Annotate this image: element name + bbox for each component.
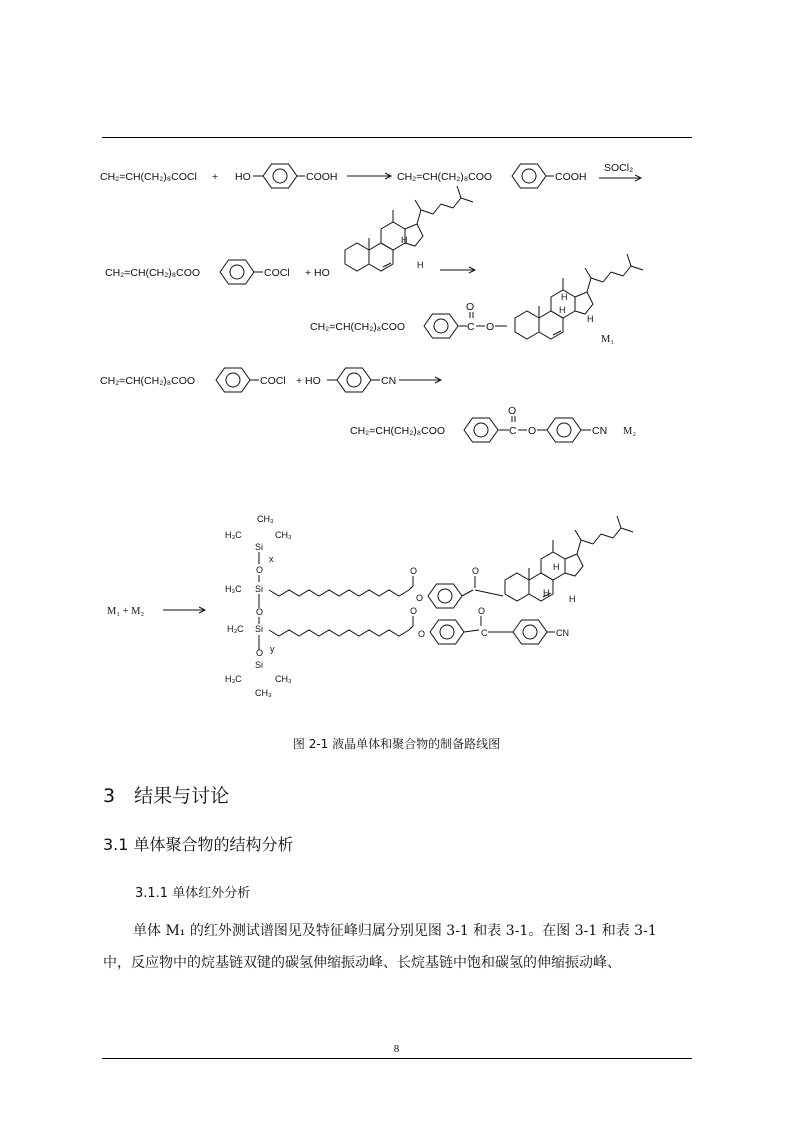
benzene-ring xyxy=(464,418,498,442)
cooh-label: COOH xyxy=(306,171,338,183)
benzene-ring xyxy=(216,368,250,392)
ch3-label: CH₃ xyxy=(275,674,292,684)
o-label: O xyxy=(256,565,264,575)
body-paragraph-line: 单体 M₁ 的红外测试谱图见及特征峰归属分别见图 3-1 和表 3-1。在图 3-1 和表 3-1 xyxy=(133,923,657,939)
h-label: H xyxy=(553,562,560,572)
benzene-ring xyxy=(547,418,581,442)
ch3-label: CH₃ xyxy=(275,530,292,540)
header-rule xyxy=(102,137,692,138)
benzene-ring xyxy=(337,368,371,392)
y-subscript: y xyxy=(270,644,275,654)
ester-o: O xyxy=(528,425,537,437)
cooh-label: COOH xyxy=(555,171,587,183)
ch3-label: CH₃ xyxy=(255,688,272,698)
h-label: H xyxy=(559,305,566,315)
section-heading: 3 结果与讨论 xyxy=(103,785,230,807)
plus-ho-label: + HO xyxy=(305,267,330,279)
cholesterol-structure xyxy=(345,186,473,271)
cocl-label: COCl xyxy=(264,267,290,279)
h-label: H xyxy=(543,588,550,598)
h3c-label: H₃C xyxy=(225,530,242,540)
r1-product-prefix: CH₂=CH(CH₂)₈COO xyxy=(397,171,493,183)
cn-label: CN xyxy=(381,375,397,387)
benzene-ring xyxy=(512,164,546,188)
cn-label: CN xyxy=(556,628,569,638)
carbonyl-c: C xyxy=(481,628,488,638)
cholesterol-structure xyxy=(515,254,643,339)
h3c-label: H₃C xyxy=(227,624,244,634)
carbonyl-o: O xyxy=(466,301,475,313)
acyl-chloride-prefix: CH₂=CH(CH₂)₈COO xyxy=(105,267,201,279)
carbonyl-o: O xyxy=(410,606,418,616)
h-label: H xyxy=(569,594,576,604)
benzene-ring xyxy=(513,620,547,644)
carbonyl-o: O xyxy=(410,566,418,576)
subsection-heading: 3.1 单体聚合物的结构分析 xyxy=(103,835,294,854)
plus-sign: + xyxy=(212,171,219,183)
ester-o: O xyxy=(486,321,495,333)
benzene-ring xyxy=(263,164,297,188)
h-label: H xyxy=(401,235,408,245)
cocl-label: COCl xyxy=(260,375,286,387)
socl2-label: SOCl₂ xyxy=(604,162,634,174)
h3c-label: H₃C xyxy=(225,584,242,594)
o-label: O xyxy=(256,648,264,658)
carbonyl-o: O xyxy=(478,606,486,616)
h-label: H xyxy=(561,292,568,302)
h-label: H xyxy=(587,314,594,324)
m1-prefix: CH₂=CH(CH₂)₈COO xyxy=(310,321,406,333)
plus-ho-label: + HO xyxy=(296,375,321,387)
m1-label: M₁ xyxy=(601,334,614,345)
o-label: O xyxy=(256,607,264,617)
m2-prefix: CH₂=CH(CH₂)₈COO xyxy=(350,425,446,437)
benzene-ring xyxy=(220,260,254,284)
benzene-ring xyxy=(428,584,462,608)
si-label: Si xyxy=(255,584,264,594)
m2-label: M₂ xyxy=(623,426,636,437)
cn-label: CN xyxy=(592,425,608,437)
ester-o: O xyxy=(418,629,426,639)
carbonyl-c: C xyxy=(509,425,517,437)
r3-prefix: CH₂=CH(CH₂)₈COO xyxy=(100,375,196,387)
si-label: Si xyxy=(255,624,264,634)
carbonyl-c: C xyxy=(467,321,475,333)
footer-rule xyxy=(102,1058,692,1059)
subsubsection-heading: 3.1.1 单体红外分析 xyxy=(135,886,251,901)
figure-caption: 图 2-1 液晶单体和聚合物的制备路线图 xyxy=(292,737,501,751)
carbonyl-o: O xyxy=(508,405,517,417)
carbonyl-o: O xyxy=(472,566,480,576)
synthesis-scheme-figure xyxy=(95,150,655,710)
h-label: H xyxy=(417,260,424,270)
ho-label: HO xyxy=(235,171,251,183)
h3c-label: H₃C xyxy=(225,674,242,684)
page-number: 8 xyxy=(393,1043,400,1055)
benzene-ring xyxy=(424,314,458,338)
x-subscript: x xyxy=(269,554,274,564)
ester-o: O xyxy=(416,593,424,603)
body-paragraph-line: 中，反应物中的烷基链双键的碳氢伸缩振动峰、长烷基链中饱和碳氢的伸缩振动峰、 xyxy=(103,955,621,971)
benzene-ring xyxy=(430,620,464,644)
ch3-label: CH₃ xyxy=(257,514,274,524)
si-label: Si xyxy=(255,660,264,670)
cholesterol-structure xyxy=(505,516,633,601)
r1-reagent1: CH₂=CH(CH₂)₈COCl xyxy=(100,171,197,183)
si-label: Si xyxy=(255,542,264,552)
polymer-reactants: M₁ + M₂ xyxy=(107,606,145,617)
